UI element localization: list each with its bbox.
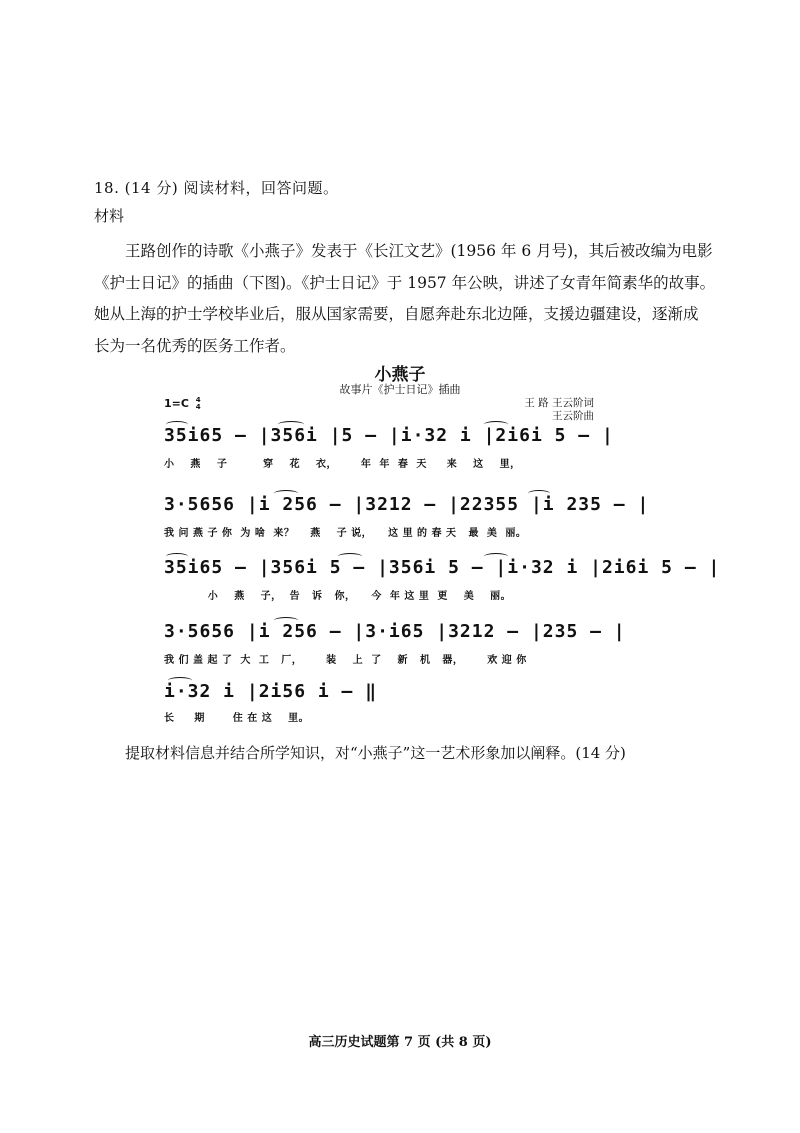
slur-mark [278,421,304,428]
score-lyrics-line: 小 燕 子， 告 诉 你， 今 年 这 里 更 美 丽。 [164,591,512,602]
slur-mark [274,490,298,497]
slur-mark [168,677,192,684]
slur-mark [274,617,298,624]
key-label: 1=C [164,397,189,410]
slur-mark [166,553,188,560]
time-signature-bottom: 4 [195,403,201,411]
composer-credit: 王云阶曲 [552,410,594,422]
song-credits [524,397,594,423]
paragraph-line: 《护士日记》的插曲（下图)。《护士日记》于 1957 年公映，讲述了女青年简素华的故事。 [94,273,716,292]
score-lyrics-line: 我 们 盖 起 了 大 工 厂， 装 上 了 新 机 器， 欢 迎 你 [164,655,527,666]
paragraph-line: 她从上海的护士学校毕业后，服从国家需要，自愿奔赴东北边陲，支援边疆建设，逐渐成 [94,305,699,323]
paragraph-line: 长为一名优秀的医务工作者。 [94,336,296,355]
song-title: 小燕子 [374,365,426,385]
time-signature-top: 4 [195,396,201,404]
slur-mark [484,553,508,560]
slur-mark [528,490,550,497]
question-prompt: 提取材料信息并结合所学知识，对“小燕子”这一艺术形象加以阐释。(14 分) [125,744,626,762]
paragraph-line: 王路创作的诗歌《小燕子》发表于《长江文艺》(1956 年 6 月号)，其后被改编为电影 [125,242,713,260]
lyricist-credit: 王 路 王云阶词 [524,397,594,409]
key-signature [164,397,201,411]
score-notes-line: 3·5656 |i 256 – |3·i65 |3212 – |235 – | [164,621,626,642]
question-header: 18. (14 分) 阅读材料，回答问题。 [94,179,339,197]
song-subtitle: 故事片《护士日记》插曲 [339,383,461,396]
score-notes-line: i·32 i |2i56 i – ‖ [164,681,378,702]
slur-mark [166,421,188,428]
score-notes-line: 3·5656 |i 256 – |3212 – |22355 |i 235 – | [164,494,650,515]
material-paragraph [94,236,714,362]
score-lyrics-line: 我 问 燕 子 你 为 啥 来？ 燕 子 说， 这 里 的 春 天 最 美 丽。 [164,528,527,539]
score-lyrics-line: 小 燕 子 穿 花 衣， 年 年 春 天 来 这 里， [164,459,521,470]
page-footer: 高三历史试题第 7 页 (共 8 页) [308,1035,492,1050]
score-notes-line: 35i65 – |356i 5 – |356i 5 – |i·32 i |2i6i 5 – | [164,557,721,578]
slur-mark [484,421,508,428]
slur-mark [338,553,362,560]
score-lyrics-line: 长 期 住 在 这 里。 [164,713,310,724]
time-signature [196,397,201,411]
material-label: 材料 [94,207,125,225]
score-notes-line: 35i65 – |356i |5 – |i·32 i |2i6i 5 – | [164,425,614,446]
